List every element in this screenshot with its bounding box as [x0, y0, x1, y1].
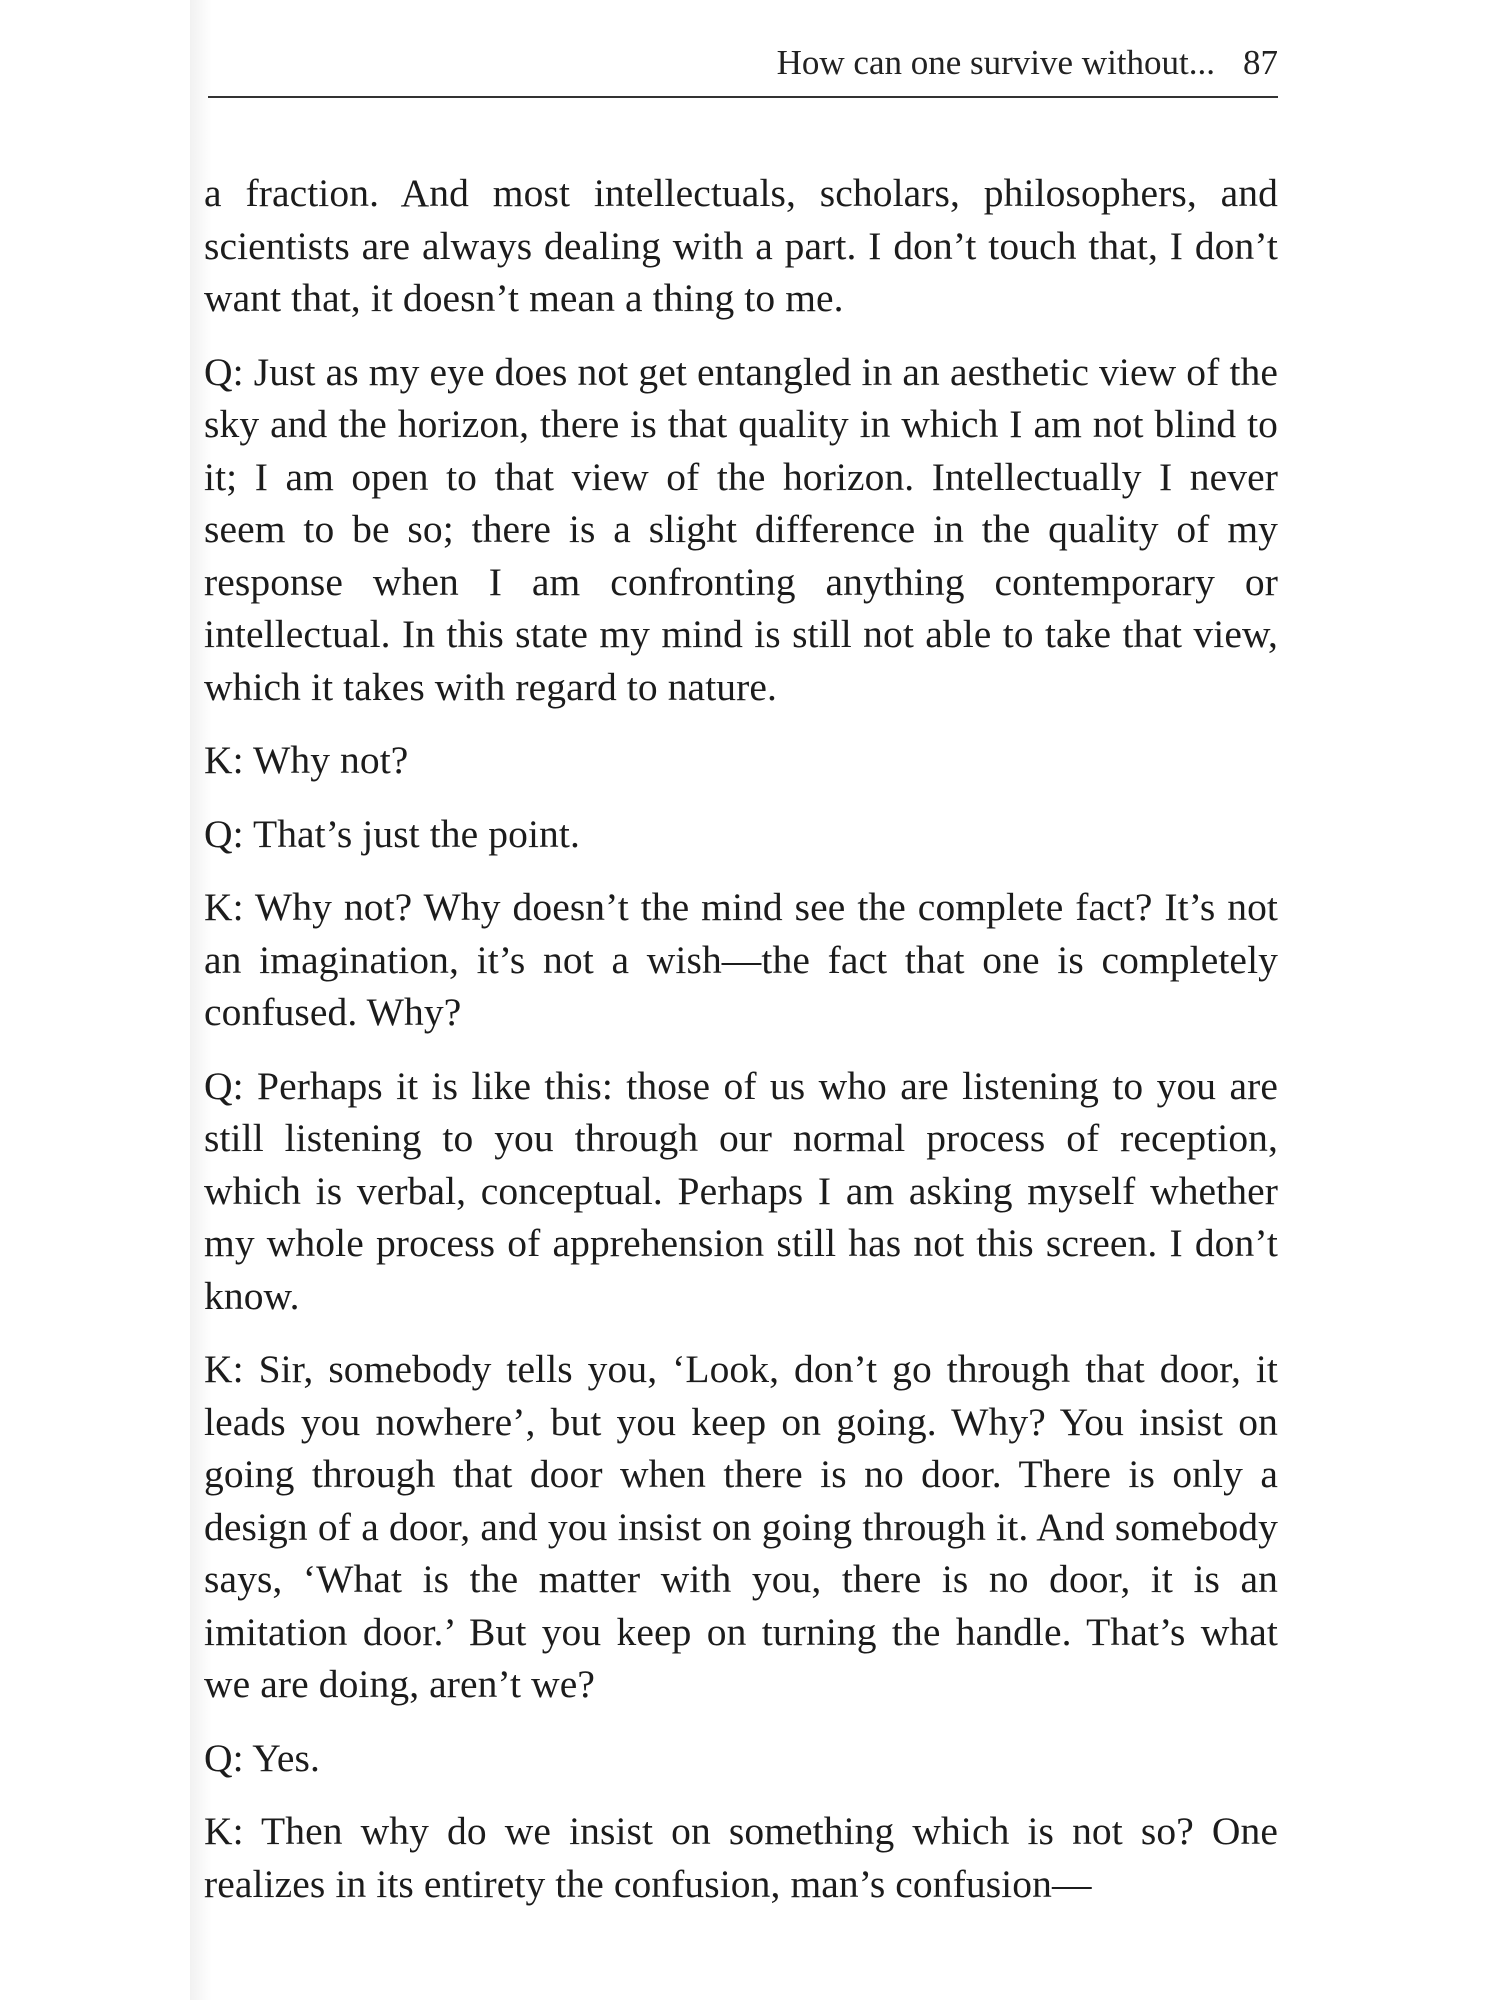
paragraph: Q: Just as my eye does not get entangled in an aesthetic view of the sky and the horizon, there is that quality in which I am not blind to it; I am open to that view of the horizon. Intellectually I never seem to be so; there is a slight difference in the quality of my response when I am confronting anything contemporary or intellectual. In this state my mind is still not able to take that view, which it takes with regard to nature.	[204, 349, 1278, 709]
paragraph: Q: That’s just the point.	[204, 811, 580, 856]
paragraph: Q: Perhaps it is like this: those of us who are listening to you are still listening to you through our normal process of reception, which is verbal, conceptual. Perhaps I am asking myself whether my whole process of apprehension still has not this screen. I don’t know.	[204, 1063, 1278, 1318]
body-text	[204, 167, 1278, 1910]
paragraph: K: Why not?	[204, 738, 409, 782]
header-rule	[208, 96, 1278, 98]
paragraph: K: Why not? Why doesn’t the mind see the complete fact? It’s not an imagination, it’s not a wish—the fact that one is completely confused. Why?	[204, 885, 1278, 1034]
paragraph: K: Sir, somebody tells you, ‘Look, don’t go through that door, it leads you nowhere’, but you keep on going. Why? You insist on going through that door when there is no door. There is only a design of a door, and you insist on going through it. And somebody says, ‘What is the matter with you, there is no door, it is an imitation door.’ But you keep on turning the handle. That’s what we are doing, aren’t we?	[204, 1347, 1278, 1706]
paragraph: a fraction. And most intellectuals, scholars, philosophers, and scientists are always dealing with a part. I don’t touch that, I don’t want that, it doesn’t mean a thing to me.	[204, 171, 1278, 320]
paragraph: K: Then why do we insist on something which is not so? One realizes in its entirety the confusion, man’s confusion—	[204, 1809, 1278, 1906]
chapter-title: How can one survive without...	[776, 43, 1215, 82]
paragraph: Q: Yes.	[204, 1735, 320, 1780]
page-number: 87	[1243, 43, 1278, 82]
running-head	[208, 40, 1278, 86]
